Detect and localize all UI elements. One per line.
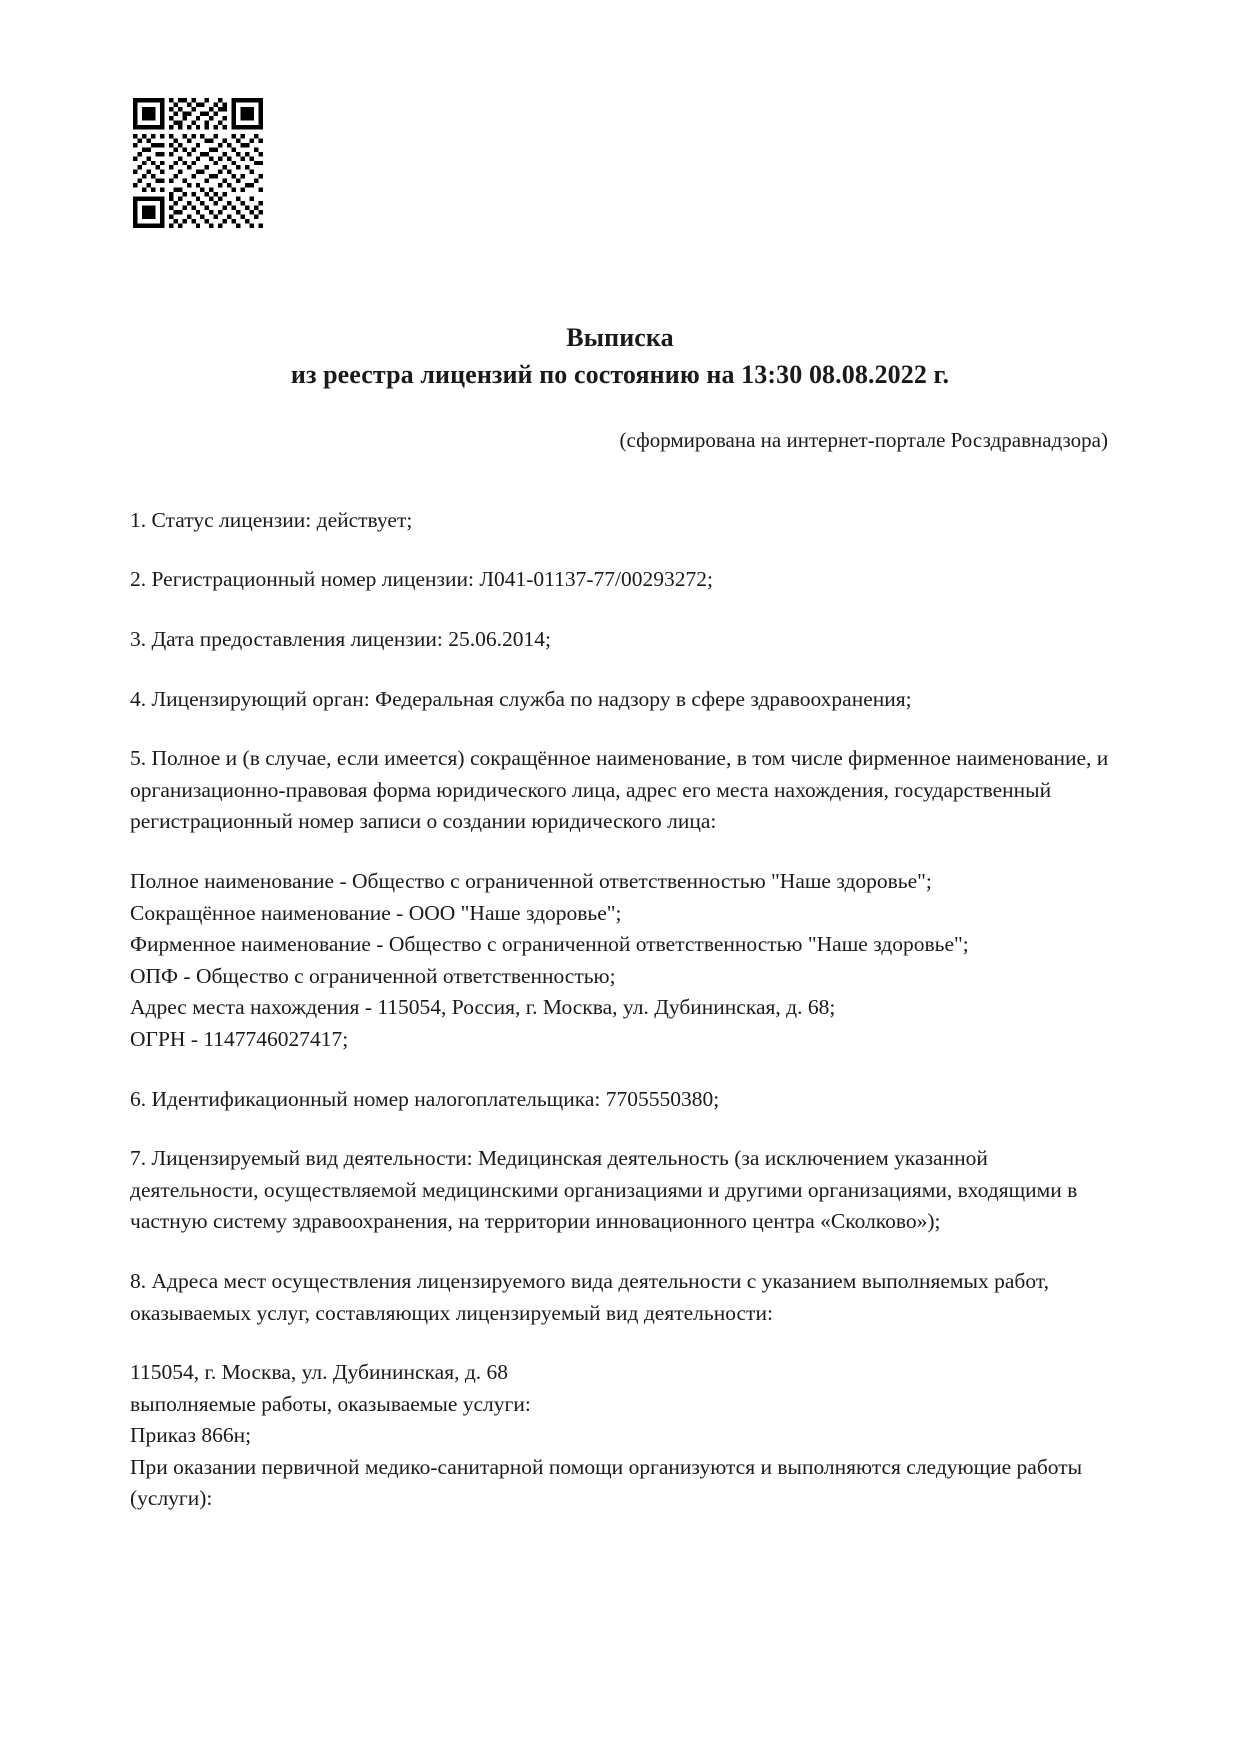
entity-full-name: Полное наименование - Общество с ограниченной ответственностью "Наше здоровье"; <box>130 868 932 893</box>
qr-code-icon <box>133 98 263 228</box>
item-addresses-intro-text: 8. Адреса мест осуществления лицензируемого вида деятельности с указанием выполняемых работ, оказываемых услуг, составляющих лицензируемый вид деятельности: <box>130 1268 1049 1325</box>
order-number: Приказ 866н; <box>130 1423 252 1448</box>
item-address-works <box>130 1357 1110 1515</box>
item-authority <box>130 684 1110 716</box>
entity-legal-form: ОПФ - Общество с ограниченной ответственностью; <box>130 963 616 988</box>
item-status <box>130 505 1110 537</box>
item-status-line: 1. Статус лицензии: действует; <box>130 507 413 532</box>
entity-ogrn: ОГРН - 1147746027417; <box>130 1026 349 1051</box>
entity-address: Адрес места нахождения - 115054, Россия, г. Москва, ул. Дубининская, д. 68; <box>130 995 836 1020</box>
works-description: При оказании первичной медико-санитарной помощи организуются и выполняются следующие работы (услуги): <box>130 1454 1083 1511</box>
works-label: выполняемые работы, оказываемые услуги: <box>130 1391 531 1416</box>
item-authority-line: 4. Лицензирующий орган: Федеральная служба по надзору в сфере здравоохранения; <box>130 686 912 711</box>
item-reg-number <box>130 564 1110 596</box>
document-subtitle: (сформирована на интернет-портале Росздравнадзора) <box>619 427 1108 452</box>
work-address: 115054, г. Москва, ул. Дубининская, д. 68 <box>130 1360 509 1385</box>
entity-brand-name: Фирменное наименование - Общество с ограниченной ответственностью "Наше здоровье"; <box>130 932 969 957</box>
item-reg-number-line: 2. Регистрационный номер лицензии: Л041-01137-77/00293272; <box>130 567 713 592</box>
title-line-2: из реестра лицензий по состоянию на 13:30 08.08.2022 г. <box>290 359 950 389</box>
document-body <box>130 505 1110 1515</box>
item-activity-type <box>130 1143 1110 1238</box>
item-entity-details <box>130 866 1110 1056</box>
item-date-line: 3. Дата предоставления лицензии: 25.06.2014; <box>130 627 551 651</box>
entity-short-name: Сокращённое наименование - ООО "Наше здоровье"; <box>130 900 622 925</box>
item-date <box>130 624 1110 656</box>
item-inn <box>130 1084 1110 1116</box>
item-entity-intro-text: 5. Полное и (в случае, если имеется) сокращённое наименование, в том числе фирменное наименование, и организационно-правовая форма юридического лица, адрес его места нахождения, государственный регистрационный номер записи о создании юридического лица: <box>130 746 1109 834</box>
page-title <box>130 320 1110 394</box>
item-entity-intro <box>130 743 1110 838</box>
item-activity-type-text: 7. Лицензируемый вид деятельности: Медицинская деятельность (за исключением указанной деятельности, осуществляемой медицинскими организациями и другими организациями, входящими в частную систему здравоохранения, на территории инновационного центра «Сколково»); <box>130 1146 1078 1234</box>
title-line-1: Выписка <box>566 323 674 352</box>
item-inn-line: 6. Идентификационный номер налогоплательщика: 7705550380; <box>130 1086 720 1111</box>
item-addresses-intro <box>130 1266 1110 1329</box>
